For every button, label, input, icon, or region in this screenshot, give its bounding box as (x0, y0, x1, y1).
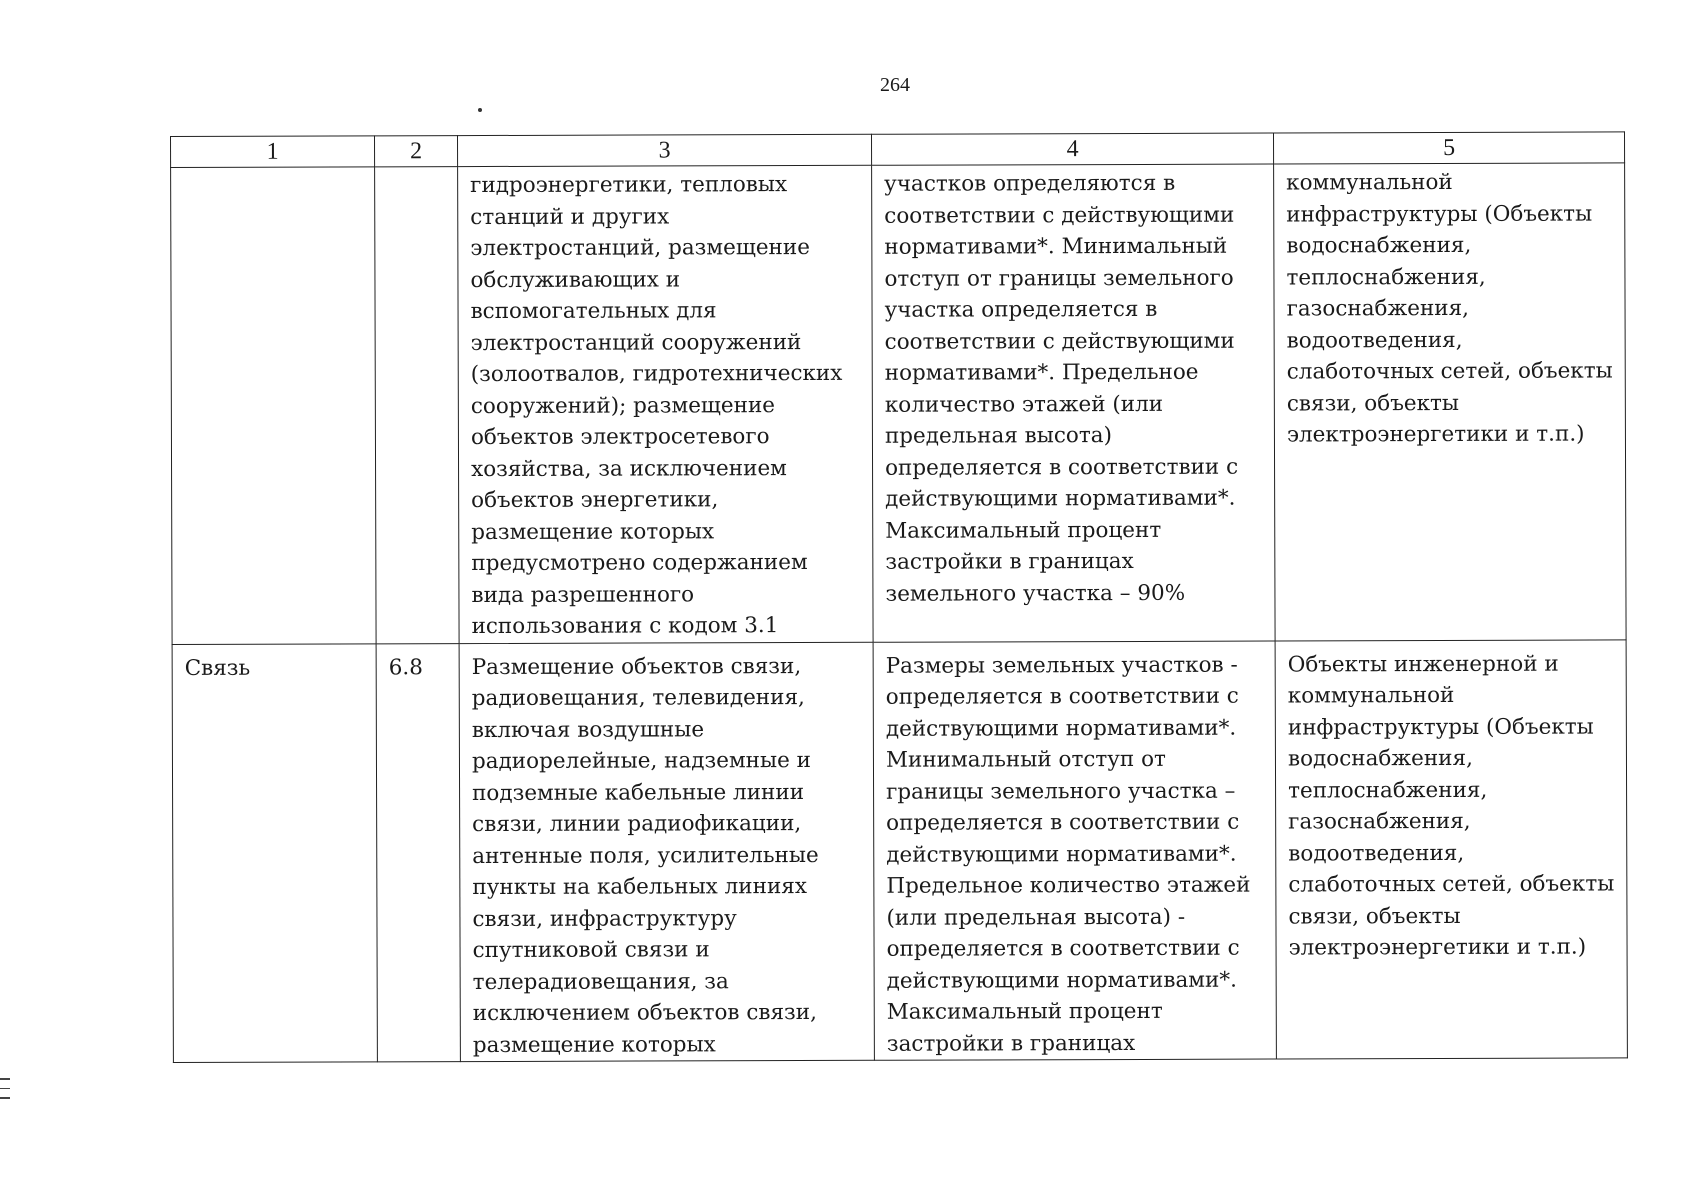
cell-code (375, 167, 459, 644)
cell-use-type (171, 167, 376, 644)
cell-text: 6.8 (388, 654, 423, 680)
regulation-table (170, 131, 1628, 1063)
table-row (172, 639, 1627, 1062)
header-col-3: 3 (458, 134, 872, 166)
header-col-2: 2 (375, 136, 458, 167)
header-col-1: 1 (171, 136, 375, 168)
cell-description (458, 165, 873, 643)
header-col-5: 5 (1273, 132, 1624, 164)
margin-mark (0, 1078, 10, 1080)
cell-text: коммунальной инфраструктуры (Объекты водоснабжения, теплоснабжения, газоснабжения, водоотведения, слаботочных сетей, объекты связи, объекты электроэнергетики и т.п.) (1286, 169, 1613, 448)
cell-text: Размещение объектов связи, радиовещания, телевидения, включая воздушные радиорелейные, надземные и подземные кабельные линии связи, линии радиофикации, антенные поля, усилительные пункты на кабельных линиях связи, инфраструктуру спутниковой связи и телерадиовещания, за исключением объектов связи, размещение которых (471, 653, 819, 1058)
cell-infrastructure (1275, 639, 1627, 1059)
margin-marks (0, 1078, 10, 1107)
cell-use-type (172, 643, 377, 1062)
margin-mark (0, 1088, 10, 1090)
cell-text: гидроэнергетики, тепловых станций и других электростанций, размещение обслуживающих и вспомогательных для электростанций сооружений (золоотвалов, гидротехнических сооружений); размещение объектов электросетевого хозяйства, за исключением объектов энергетики, размещение которых предусмотрено содержанием вида разрешенного использования с кодом 3.1 (470, 172, 843, 640)
cell-text (183, 170, 364, 171)
scan-dot (478, 108, 482, 112)
margin-mark (0, 1097, 10, 1099)
cell-parameters (873, 641, 1276, 1061)
cell-text: участков определяются в соответствии с действующими нормативами*. Минимальный отступ от границы земельного участка определяется в соответствии с действующими нормативами*. Предельное количество этажей (или предельная высота) определяется в соответствии с действующими нормативами*. Максимальный процент застройки в границах земельного участка – 90% (884, 170, 1239, 607)
page-number: 264 (880, 74, 910, 96)
cell-text: Объекты инженерной и коммунальной инфраструктуры (Объекты водоснабжения, теплоснабжения, газоснабжения, водоотведения, слаботочных сетей, объекты связи, объекты электроэнергетики и т.п.) (1287, 651, 1615, 961)
cell-description (459, 642, 874, 1062)
header-col-4: 4 (871, 133, 1273, 165)
cell-code (376, 643, 460, 1062)
cell-parameters (872, 164, 1275, 642)
table-row (171, 163, 1626, 644)
table-header-row (171, 132, 1625, 168)
cell-text: Размеры земельных участков - определяется в соответствии с действующими нормативами*. Минимальный отступ от границы земельного участка – определяется в соответствии с действующими нормативами*. Предельное количество этажей (или предельная высота) - определяется в соответствии с действующими нормативами*. Максимальный процент застройки в границах (885, 652, 1251, 1057)
cell-infrastructure (1274, 163, 1626, 641)
cell-text: Связь (184, 655, 251, 681)
